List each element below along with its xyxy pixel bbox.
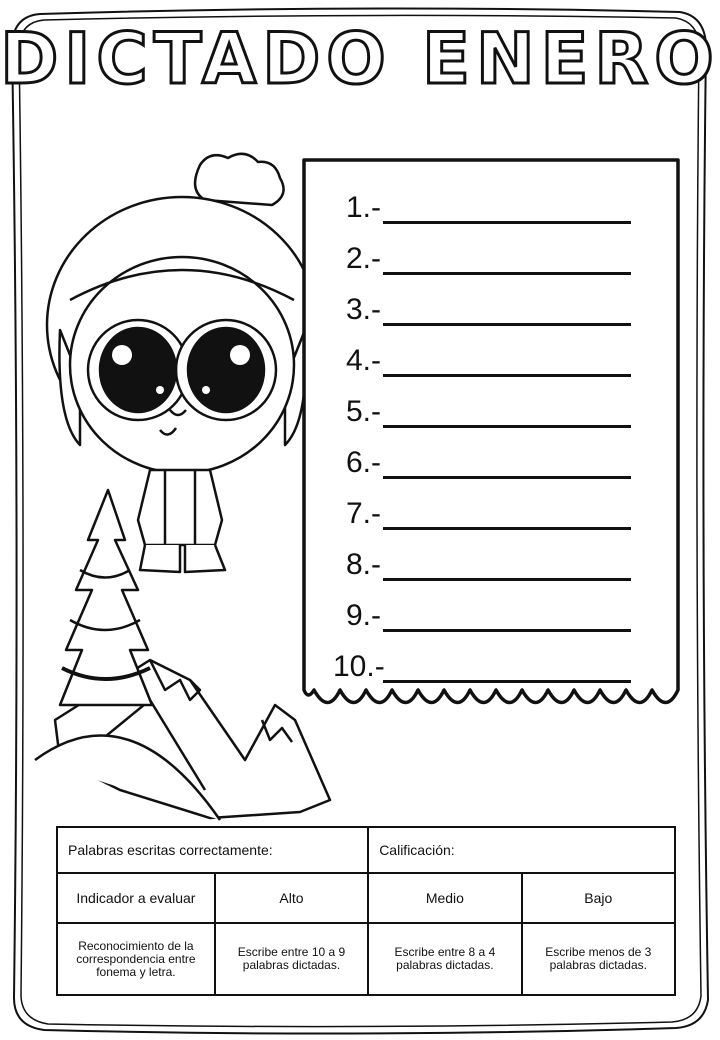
table-row [57,873,675,923]
item-number: 6.- [345,446,381,479]
item-number: 1.- [345,191,381,224]
item-number: 7.- [345,497,381,530]
level-high-cell[interactable]: Escribe entre 10 a 9 palabras dictadas. [215,923,368,995]
item-number: 10.- [333,650,385,683]
list-item [333,643,631,683]
page-title: DICTADO ENERO [0,18,720,100]
answer-line[interactable] [383,191,631,224]
answer-line[interactable] [383,548,631,581]
list-item [333,184,631,224]
item-number: 3.- [345,293,381,326]
item-number: 2.- [345,242,381,275]
table-row [57,923,675,995]
list-item [333,592,631,632]
table-row [57,827,675,873]
answer-line[interactable] [383,242,631,275]
list-item [333,541,631,581]
list-item [333,439,631,479]
indicator-cell: Reconocimiento de la correspondencia entre fonema y letra. [57,923,215,995]
answer-line[interactable] [383,599,631,632]
grade-field[interactable]: Calificación: [368,827,675,873]
answer-line[interactable] [383,497,631,530]
level-low-header: Bajo [522,873,675,923]
list-item [333,490,631,530]
item-number: 5.- [345,395,381,428]
list-item [333,235,631,275]
indicator-header: Indicador a evaluar [57,873,215,923]
answer-line[interactable] [383,446,631,479]
item-number: 8.- [345,548,381,581]
answer-line[interactable] [383,344,631,377]
list-item [333,388,631,428]
answer-line[interactable] [383,395,631,428]
item-number: 9.- [345,599,381,632]
answer-line[interactable] [383,293,631,326]
list-item [333,337,631,377]
level-medium-cell[interactable]: Escribe entre 8 a 4 palabras dictadas. [368,923,521,995]
answer-line[interactable] [383,650,631,683]
level-medium-header: Medio [368,873,521,923]
grading-table [56,826,676,996]
item-number: 4.- [345,344,381,377]
level-high-header: Alto [215,873,368,923]
words-correct-field[interactable]: Palabras escritas correctamente: [57,827,368,873]
list-item [333,286,631,326]
level-low-cell[interactable]: Escribe menos de 3 palabras dictadas. [522,923,675,995]
